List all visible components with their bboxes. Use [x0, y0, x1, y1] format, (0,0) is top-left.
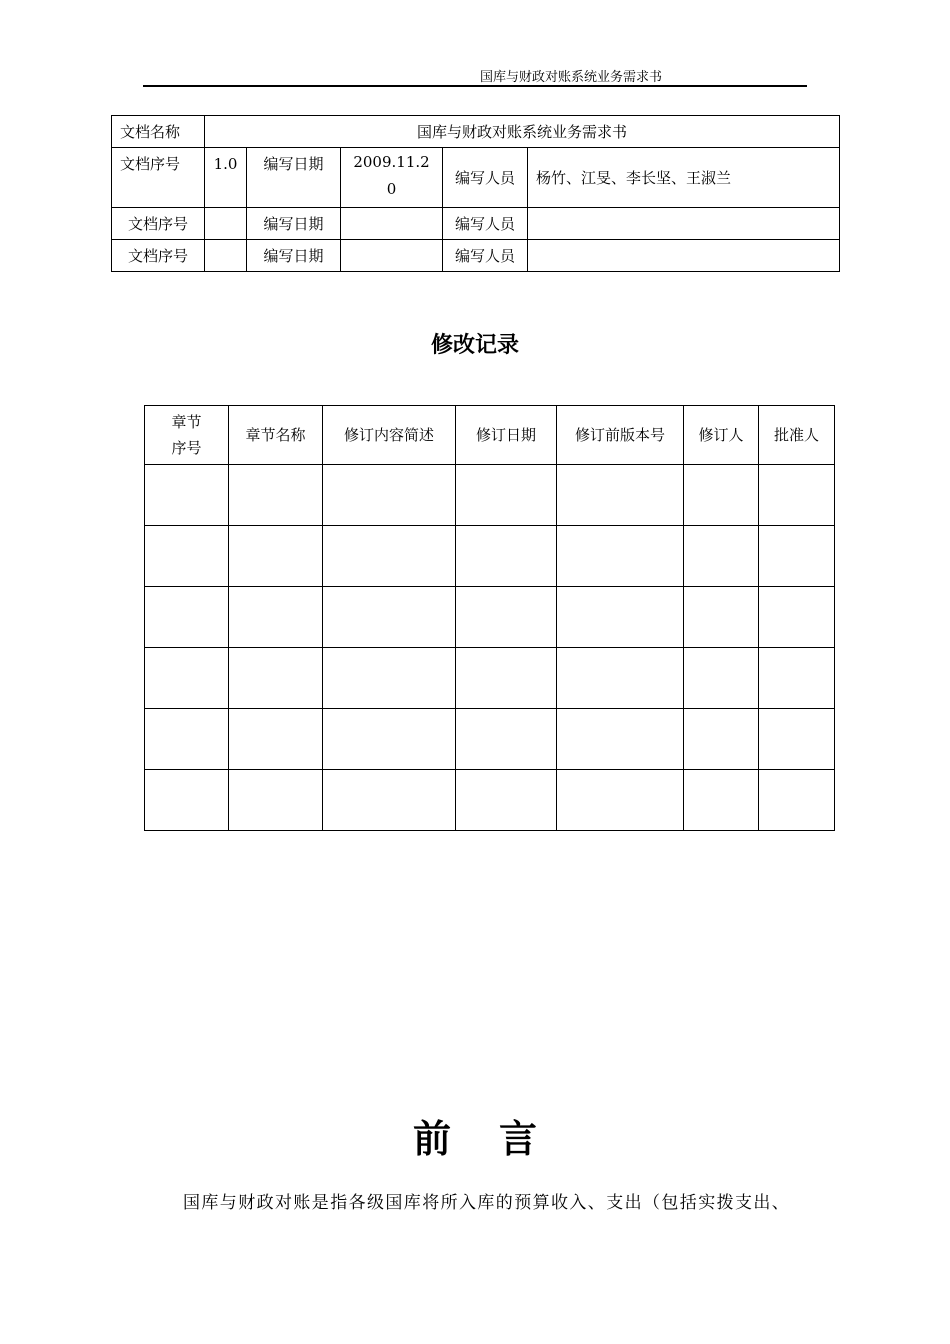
table-cell — [323, 770, 456, 831]
doc-seq-value — [205, 208, 247, 240]
table-cell — [456, 648, 557, 709]
write-date-label: 编写日期 — [247, 148, 341, 208]
table-cell — [684, 465, 759, 526]
table-cell — [557, 465, 684, 526]
table-cell — [229, 709, 323, 770]
column-header: 修订内容简述 — [323, 406, 456, 465]
table-cell — [557, 709, 684, 770]
revision-table — [144, 405, 835, 831]
table-cell — [759, 648, 835, 709]
table-cell — [456, 709, 557, 770]
write-date-value — [341, 240, 443, 272]
doc-seq-label: 文档序号 — [112, 240, 205, 272]
header-rule — [143, 85, 807, 87]
table-cell — [759, 709, 835, 770]
table-cell — [759, 587, 835, 648]
column-header: 章节序号 — [145, 406, 229, 465]
doc-name-value: 国库与财政对账系统业务需求书 — [205, 116, 840, 148]
table-cell — [456, 465, 557, 526]
author-label: 编写人员 — [443, 148, 528, 208]
table-cell — [229, 465, 323, 526]
table-cell — [456, 770, 557, 831]
doc-seq-label: 文档序号 — [112, 148, 205, 208]
column-header: 批准人 — [759, 406, 835, 465]
author-value — [528, 208, 840, 240]
table-cell — [557, 526, 684, 587]
table-cell — [557, 770, 684, 831]
table-cell — [229, 587, 323, 648]
table-cell — [229, 526, 323, 587]
doc-info-row — [112, 148, 840, 208]
table-cell — [323, 709, 456, 770]
doc-seq-label: 文档序号 — [112, 208, 205, 240]
table-cell — [759, 465, 835, 526]
column-header: 修订日期 — [456, 406, 557, 465]
table-cell — [456, 587, 557, 648]
doc-info-row — [112, 240, 840, 272]
doc-name-row — [112, 116, 840, 148]
table-cell — [145, 587, 229, 648]
doc-name-label: 文档名称 — [112, 116, 205, 148]
table-cell — [684, 587, 759, 648]
preface-paragraph: 国库与财政对账是指各级国库将所入库的预算收入、支出（包括实拨支出、 — [183, 1193, 791, 1213]
author-value: 杨竹、江旻、李长坚、王淑兰 — [528, 148, 840, 208]
table-row — [145, 526, 835, 587]
table-row — [145, 770, 835, 831]
write-date-label: 编写日期 — [247, 240, 341, 272]
table-cell — [456, 526, 557, 587]
write-date-label: 编写日期 — [247, 208, 341, 240]
table-row — [145, 465, 835, 526]
doc-seq-value — [205, 240, 247, 272]
column-header: 章节名称 — [229, 406, 323, 465]
table-cell — [229, 648, 323, 709]
table-cell — [684, 709, 759, 770]
table-cell — [759, 526, 835, 587]
table-cell — [323, 465, 456, 526]
table-cell — [684, 526, 759, 587]
write-date-value — [341, 208, 443, 240]
table-cell — [145, 709, 229, 770]
table-cell — [684, 648, 759, 709]
table-cell — [557, 587, 684, 648]
column-header: 修订人 — [684, 406, 759, 465]
table-cell — [145, 648, 229, 709]
write-date-value: 2009.11.20 — [341, 148, 443, 208]
table-row — [145, 587, 835, 648]
table-cell — [145, 770, 229, 831]
revision-section-title: 修改记录 — [430, 333, 519, 358]
table-cell — [323, 526, 456, 587]
column-header: 修订前版本号 — [557, 406, 684, 465]
document-info-table — [111, 115, 840, 272]
doc-seq-value: 1.0 — [205, 148, 247, 208]
revision-header-row — [145, 406, 835, 465]
preface-title: 前言 — [412, 1116, 585, 1161]
table-row — [145, 709, 835, 770]
table-cell — [323, 587, 456, 648]
author-label: 编写人员 — [443, 240, 528, 272]
table-cell — [229, 770, 323, 831]
table-cell — [145, 465, 229, 526]
table-cell — [759, 770, 835, 831]
table-cell — [145, 526, 229, 587]
author-label: 编写人员 — [443, 208, 528, 240]
author-value — [528, 240, 840, 272]
doc-info-row — [112, 208, 840, 240]
running-header: 国库与财政对账系统业务需求书 — [480, 70, 663, 85]
table-cell — [323, 648, 456, 709]
table-row — [145, 648, 835, 709]
table-cell — [684, 770, 759, 831]
table-cell — [557, 648, 684, 709]
